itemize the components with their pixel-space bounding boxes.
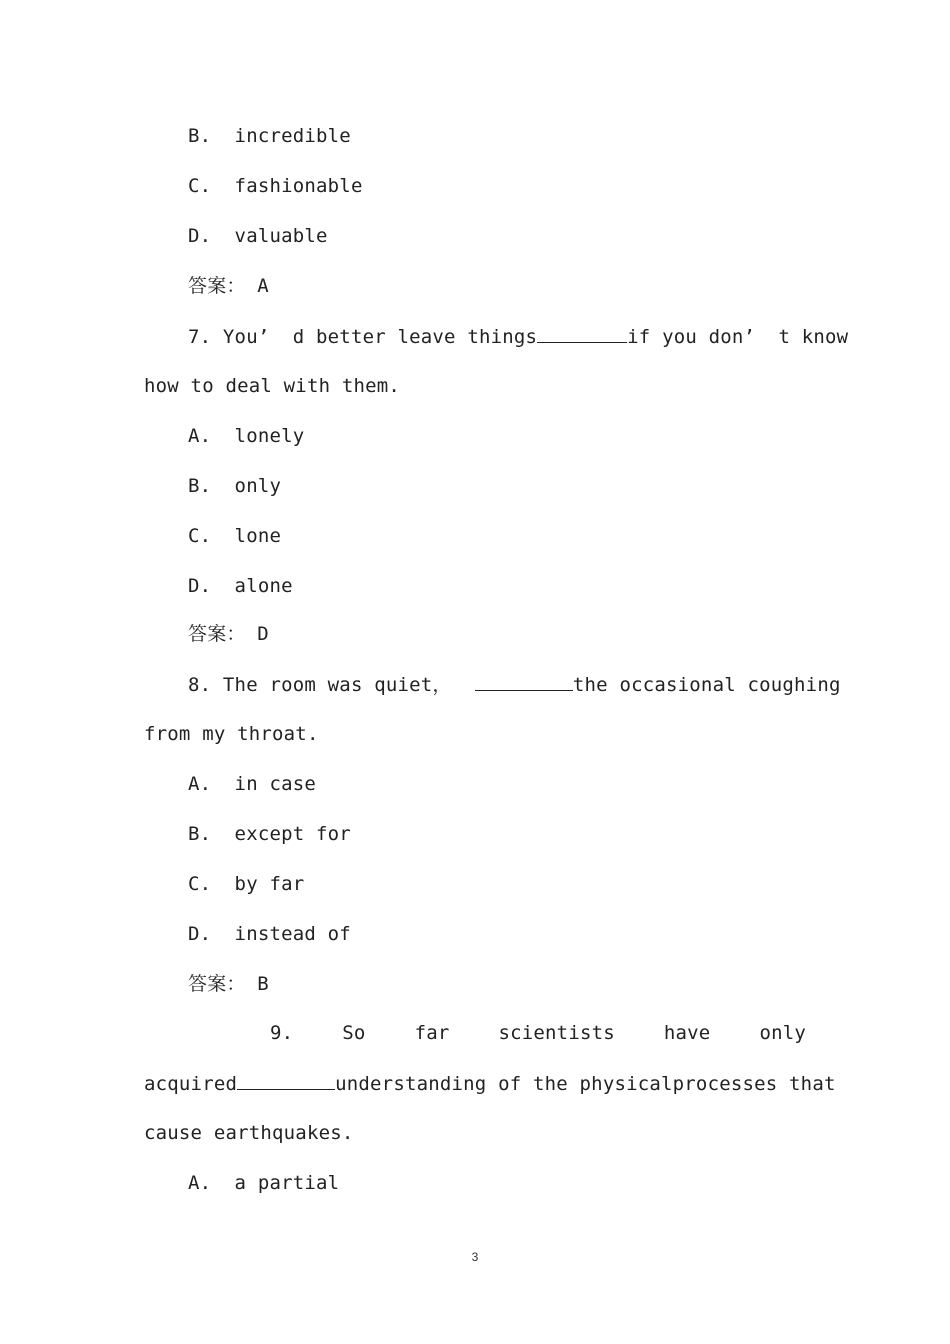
q9-word: So (342, 1022, 366, 1044)
q8-option-d: D. instead of (188, 923, 351, 945)
q7-option-a: A. lonely (188, 425, 305, 447)
q7-blank (537, 324, 627, 343)
q7-stem-start: 7. You’ d better leave things (188, 326, 538, 348)
q6-option-b: B. incredible (188, 125, 351, 147)
q9-word: only (759, 1022, 806, 1044)
q8-stem-start: 8. The room was quiet， (188, 674, 475, 696)
q7-answer: 答案： D (188, 623, 269, 645)
q9-word: far (414, 1022, 450, 1044)
q9-stem-line3: cause earthquakes. (144, 1122, 354, 1144)
q9-option-a: A. a partial (188, 1172, 340, 1194)
page-number: 3 (471, 1250, 479, 1264)
q9-word: scientists (498, 1022, 615, 1044)
q9-stem-line2 (144, 1071, 836, 1096)
q7-option-c: C. lone (188, 525, 282, 547)
q9-stem-line1 (270, 1021, 806, 1045)
q9-word: have (663, 1022, 711, 1044)
q9-word: 9. (270, 1022, 294, 1044)
q8-option-b: B. except for (188, 823, 351, 845)
q8-option-c: C. by far (188, 873, 305, 895)
q9-line2-end: understanding of the physicalprocesses that (335, 1073, 836, 1095)
q7-option-b: B. only (188, 475, 282, 497)
q7-stem-end: if you don’ t know (627, 326, 849, 348)
q6-answer: 答案： A (188, 275, 269, 297)
q9-line2-start: acquired (144, 1073, 238, 1095)
q6-option-d: D. valuable (188, 225, 328, 247)
q8-stem-line2: from my throat. (144, 723, 319, 745)
q8-stem-line1 (188, 672, 841, 697)
q6-option-c: C. fashionable (188, 175, 363, 197)
q8-option-a: A. in case (188, 773, 317, 795)
q9-blank (237, 1071, 335, 1090)
q8-stem-end: the occasional coughing (572, 674, 841, 696)
q7-option-d: D. alone (188, 575, 293, 597)
q8-answer: 答案： B (188, 973, 269, 995)
q7-stem-line1 (188, 324, 848, 349)
q8-blank (475, 672, 573, 691)
q7-stem-line2: how to deal with them. (144, 375, 401, 397)
